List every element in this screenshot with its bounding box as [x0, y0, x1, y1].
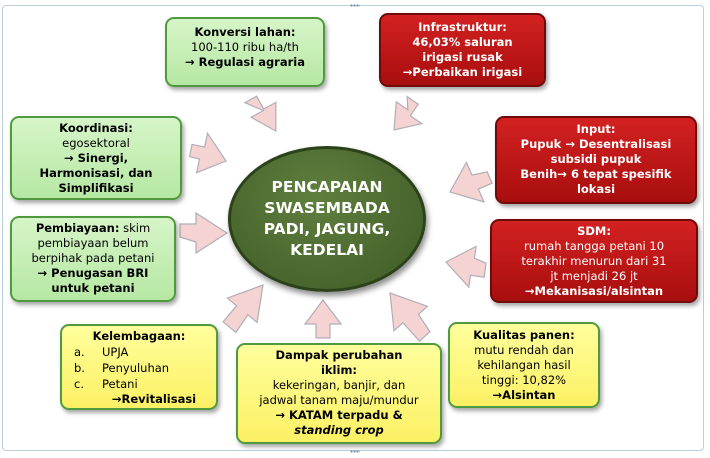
arrow-from-dampak [305, 300, 341, 338]
infrastruktur-action: →Perbaikan irigasi [402, 65, 523, 79]
input-line-1: Pupuk → Desentralisasi [520, 137, 672, 151]
pembiayaan-title: Pembiayaan: [35, 221, 120, 235]
kualitas-line-1: mutu rendah dan [474, 343, 574, 357]
koordinasi-line-1: egosektoral [62, 136, 130, 150]
pembiayaan-line-3: berpihak pada petani [31, 251, 155, 265]
kelembagaan-title: Kelembagaan: [92, 329, 186, 343]
sdm-line-3: jt menjadi 26 jt [550, 269, 638, 283]
kualitas-line-2: kehilangan hasil [477, 358, 571, 372]
input-line-3: Benih→ 6 tepat spesifik [520, 167, 672, 181]
kualitas-line-3: tinggi: 10,82% [481, 373, 567, 387]
kelembagaan-item-b-text: Penyuluhan [102, 361, 170, 375]
koordinasi-title: Koordinasi: [59, 121, 133, 135]
kelembagaan-item-a-text: UPJA [102, 345, 129, 359]
box-pembiayaan [10, 216, 176, 302]
sdm-line-1: rumah tangga petani 10 [523, 239, 665, 253]
kualitas-title: Kualitas panen: [473, 328, 575, 342]
dampak-line-4: standing crop [294, 423, 384, 437]
box-sdm [490, 219, 698, 303]
arrow-from-kualitas [390, 293, 430, 341]
pembiayaan-row-1 [16, 221, 170, 236]
input-title: Input: [576, 122, 616, 136]
box-koordinasi [10, 116, 182, 200]
dampak-line-3: → KATAM terpadu & [275, 408, 403, 422]
box-kelembagaan [60, 324, 218, 410]
koordinasi-line-2: → Sinergi, [63, 151, 129, 165]
center-line-4: KEDELAI [290, 241, 364, 259]
pembiayaan-line-2: pembiayaan belum [37, 236, 149, 250]
center-line-1: PENCAPAIAN [271, 178, 383, 196]
kelembagaan-item-a [66, 344, 212, 360]
arrow-from-koordinasi [190, 133, 227, 172]
pembiayaan-line-1: skim [123, 221, 151, 235]
kelembagaan-item-c-text: Petani [102, 377, 138, 391]
arrow-from-kelembagaan [223, 285, 263, 332]
kelembagaan-action: →Revitalisasi [111, 392, 197, 406]
infrastruktur-line-1: 46,03% saluran [412, 35, 513, 49]
input-line-4: lokasi [576, 182, 616, 196]
arrow-from-pembiayaan [180, 213, 227, 253]
arrow-from-sdm [446, 246, 486, 287]
arrow-from-konversi [245, 96, 276, 131]
sdm-action: →Mekanisasi/alsintan [524, 284, 664, 298]
box-konversi-lahan [165, 17, 325, 87]
arrow-from-infrastruktur [394, 97, 422, 130]
dampak-title-2: iklim: [320, 363, 358, 377]
kualitas-action: →Alsintan [492, 388, 556, 402]
dampak-line-2: jadwal tanam maju/mundur [259, 393, 419, 407]
input-line-2: subsidi pupuk [550, 152, 642, 166]
kelembagaan-item-b [66, 360, 212, 376]
kelembagaan-item-c [66, 376, 212, 392]
dampak-line-1: kekeringan, banjir, dan [272, 378, 406, 392]
kelembagaan-item-b-marker: b. [74, 361, 85, 375]
arrow-from-input [450, 162, 492, 202]
infrastruktur-title: Infrastruktur: [418, 20, 507, 34]
box-input [495, 116, 697, 204]
konversi-title: Konversi lahan: [194, 25, 296, 39]
center-goal-ellipse [228, 146, 426, 292]
box-kualitas-panen [448, 322, 600, 408]
kelembagaan-item-a-marker: a. [74, 345, 85, 359]
infrastruktur-line-2: irigasi rusak [422, 50, 503, 64]
center-line-2: SWASEMBADA [264, 199, 390, 217]
pembiayaan-line-4: → Penugasan BRI [37, 266, 149, 280]
konversi-detail: 100-110 ribu ha/th [191, 40, 299, 54]
sdm-title: SDM: [577, 224, 611, 238]
dampak-title-1: Dampak perubahan [275, 348, 403, 362]
kelembagaan-item-c-marker: c. [74, 377, 84, 391]
pembiayaan-line-5: untuk petani [51, 281, 135, 295]
konversi-action: → Regulasi agraria [184, 55, 305, 69]
box-infrastruktur [379, 13, 546, 87]
sdm-line-2: terakhir menurun dari 31 [521, 254, 667, 268]
koordinasi-line-3: Harmonisasi, dan [39, 166, 153, 180]
center-line-3: PADI, JAGUNG, [263, 220, 391, 238]
koordinasi-line-4: Simplifikasi [58, 181, 134, 195]
box-dampak-iklim [236, 343, 442, 444]
